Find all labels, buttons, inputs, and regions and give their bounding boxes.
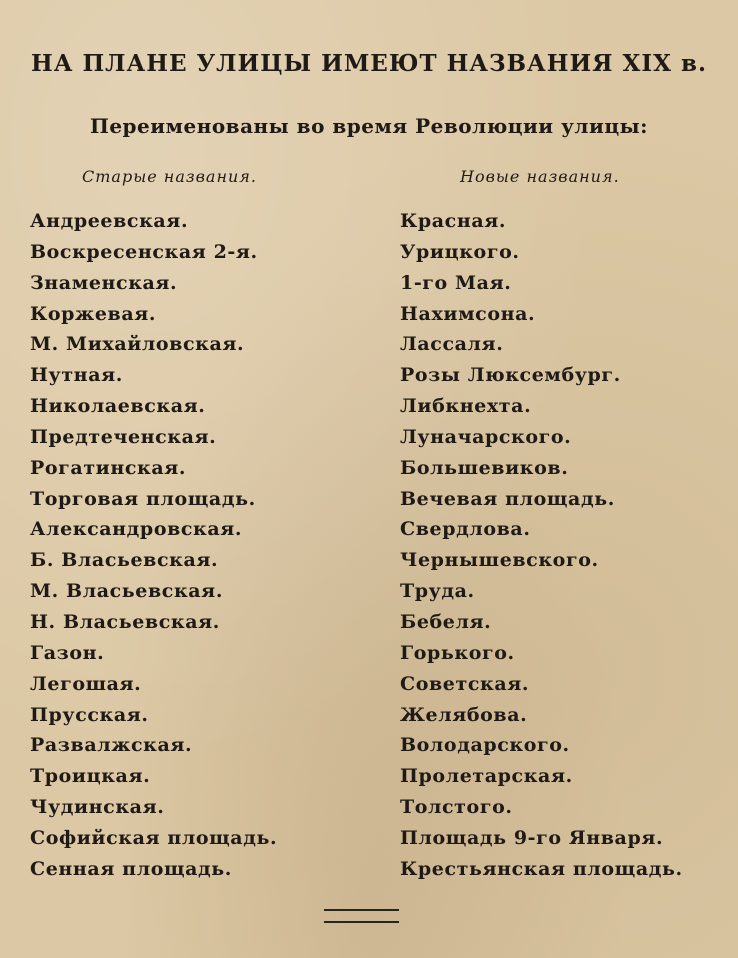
new-street-name: Нахимсона. — [400, 302, 536, 325]
old-street-name: Андреевская. — [30, 210, 189, 232]
old-names-list — [30, 206, 277, 885]
new-street-name: Свердлова. — [400, 518, 531, 541]
new-street-name: Крестьянская площадь. — [400, 857, 683, 880]
new-street-name: Лассаля. — [400, 333, 504, 356]
old-street-name: Нутная. — [30, 364, 123, 387]
old-street-name: Прусская. — [30, 703, 149, 726]
page-subtitle: Переименованы во время Революции улицы: — [89, 114, 649, 138]
divider-rule — [324, 921, 399, 923]
new-street-name: Толстого. — [400, 796, 513, 819]
new-street-name: Бебеля. — [400, 610, 492, 633]
new-street-name: Вечевая площадь. — [400, 487, 615, 510]
new-street-name: Чернышевского. — [400, 549, 599, 572]
new-street-name: Розы Люксембург. — [400, 364, 621, 387]
new-street-name: Урицкого. — [400, 240, 520, 263]
old-street-name: Троицкая. — [30, 765, 151, 788]
new-street-name: Советская. — [400, 672, 530, 695]
new-names-list — [400, 206, 683, 885]
old-street-name: Легошая. — [30, 672, 142, 695]
new-street-name: 1-го Мая. — [400, 271, 512, 294]
new-street-name: Горького. — [400, 641, 515, 664]
new-street-name: Красная. — [400, 210, 507, 232]
old-street-name: Сенная площадь. — [30, 857, 233, 880]
new-street-name: Желябова. — [400, 703, 528, 726]
old-street-name: Чудинская. — [30, 796, 165, 819]
new-street-name: Труда. — [400, 580, 475, 603]
new-street-name: Либкнехта. — [400, 395, 532, 418]
old-street-name: Александровская. — [30, 518, 243, 541]
new-street-name: Володарского. — [400, 734, 570, 757]
new-street-name: Луначарского. — [400, 425, 572, 448]
old-street-name: Газон. — [30, 641, 105, 664]
old-street-name: Б. Власьевская. — [30, 549, 219, 572]
old-names-header: Старые названия. — [82, 167, 257, 186]
page-title: НА ПЛАНЕ УЛИЦЫ ИМЕЮТ НАЗВАНИЯ XIX в. — [30, 50, 707, 77]
old-street-name: Торговая площадь. — [30, 487, 256, 510]
old-street-name: Николаевская. — [30, 395, 206, 418]
old-street-name: Предтеченская. — [30, 425, 217, 448]
new-street-name: Пролетарская. — [400, 765, 573, 788]
old-street-name: М. Власьевская. — [30, 580, 224, 603]
divider-rule — [324, 909, 399, 911]
old-street-name: Коржевая. — [30, 302, 157, 325]
new-street-name: Площадь 9-го Января. — [400, 826, 664, 849]
old-street-name: Знаменская. — [30, 271, 178, 294]
old-street-name: Развалжская. — [30, 734, 193, 757]
old-street-name: Воскресенская 2-я. — [30, 240, 258, 263]
old-street-name: Рогатинская. — [30, 456, 187, 479]
new-names-header: Новые названия. — [460, 167, 620, 186]
old-street-name: Софийская площадь. — [30, 826, 278, 849]
new-street-name: Большевиков. — [400, 456, 569, 479]
old-street-name: Н. Власьевская. — [30, 610, 220, 633]
old-street-name: М. Михайловская. — [30, 333, 245, 356]
